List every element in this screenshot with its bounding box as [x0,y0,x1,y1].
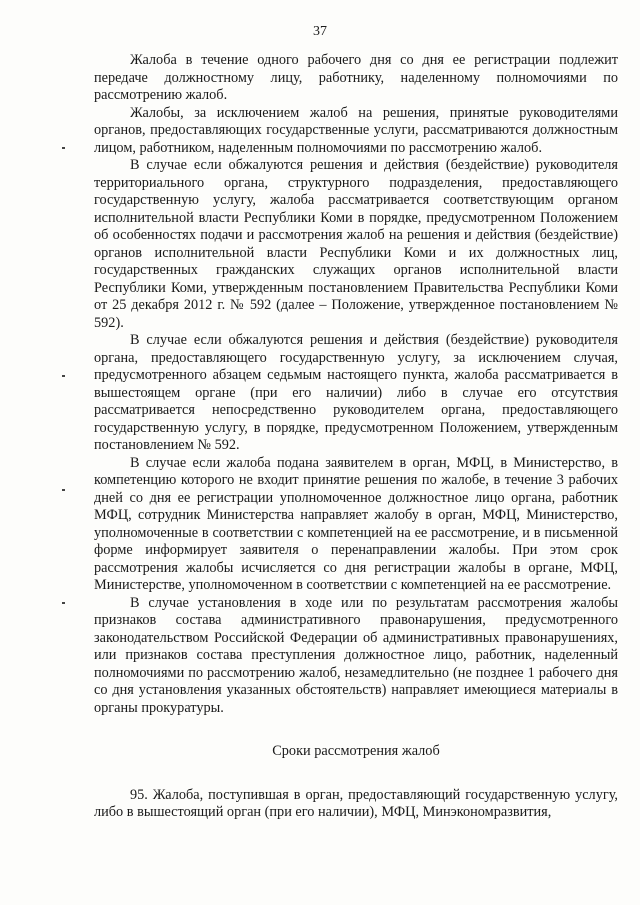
margin-mark [62,375,65,377]
paragraph-prosecutor: В случае установления в ходе или по результатам рассмотрения жалобы признаков состава административного правонарушения, предусмотренного законодательством Российской Федерации об административных правонарушениях, или признаков состава преступления должностное лицо, работник, наделенный полномочиями по рассмотрению жалоб, незамедлительно (не позднее 1 рабочего дня со дня установления указанных обстоятельств) направляет имеющиеся материалы в органы прокуратуры. [94,594,618,716]
paragraph-territorial-body: В случае если обжалуются решения и действия (бездействие) руководителя территориального органа, структурного подразделения, предоставляющего государственную услугу, жалоба рассматривается соответствующим органом исполнительной власти Республики Коми в порядке, предусмотренном Положением об особенностях подачи и рассмотрения жалоб на решения и действия (бездействие) органов исполнительной власти Республики Коми и их должностных лиц, государственных гражданских служащих органов исполнительной власти Республики Коми, утвержденным постановлением Правительства Республики Коми от 25 декабря 2012 г. № 592 (далее – Положение, утвержденное постановлением № 592). [94,157,618,331]
paragraph-95: 95. Жалоба, поступившая в орган, предоставляющий государственную услугу, либо в вышестоящий орган (при его наличии), МФЦ, Минэкономразвития, [94,786,618,820]
margin-mark [62,489,65,491]
section-heading: Сроки рассмотрения жалоб [272,743,440,759]
margin-mark [62,602,65,604]
paragraph-complaint-transfer: Жалоба в течение одного рабочего дня со дня ее регистрации подлежит передаче должностному лицу, работнику, наделенному полномочиями по рассмотрению жалоб. [94,52,618,103]
paragraph-head-of-body: В случае если обжалуются решения и действия (бездействие) руководителя органа, предоставляющего государственную услугу, за исключением случая, предусмотренного абзацем седьмым настоящего пункта, жалоба рассматривается в вышестоящем органе (при его наличии) либо в случае его отсутствия рассматривается непосредственно руководителем органа, предоставляющего государственную услугу, в порядке, предусмотренном Положением, утвержденным постановлением № 592. [94,332,618,453]
document-body [94,52,618,822]
paragraph-redirect: В случае если жалоба подана заявителем в орган, МФЦ, в Министерство, в компетенцию которого не входит принятие решения по жалобе, в течение 3 рабочих дней со дня ее регистрации уполномоченное должностное лицо органа, работник МФЦ, сотрудник Министерства направляет жалобу в орган, МФЦ, Министерство, уполномоченные в соответствии с компетенцией на ее рассмотрение, и в письменной форме информирует заявителя о перенаправлении жалобы. При этом срок рассмотрения жалобы исчисляется со дня регистрации жалобы в органе, МФЦ, Министерстве, уполномоченном в соответствии с компетенцией на ее рассмотрение. [94,454,618,593]
margin-mark [62,147,65,149]
page-number: 37 [313,24,327,39]
paragraph-complaint-review: Жалобы, за исключением жалоб на решения, принятые руководителями органов, предоставляющих государственные услуги, рассматриваются должностным лицом, работником, наделенным полномочиями по рассмотрению жалоб. [94,104,618,156]
